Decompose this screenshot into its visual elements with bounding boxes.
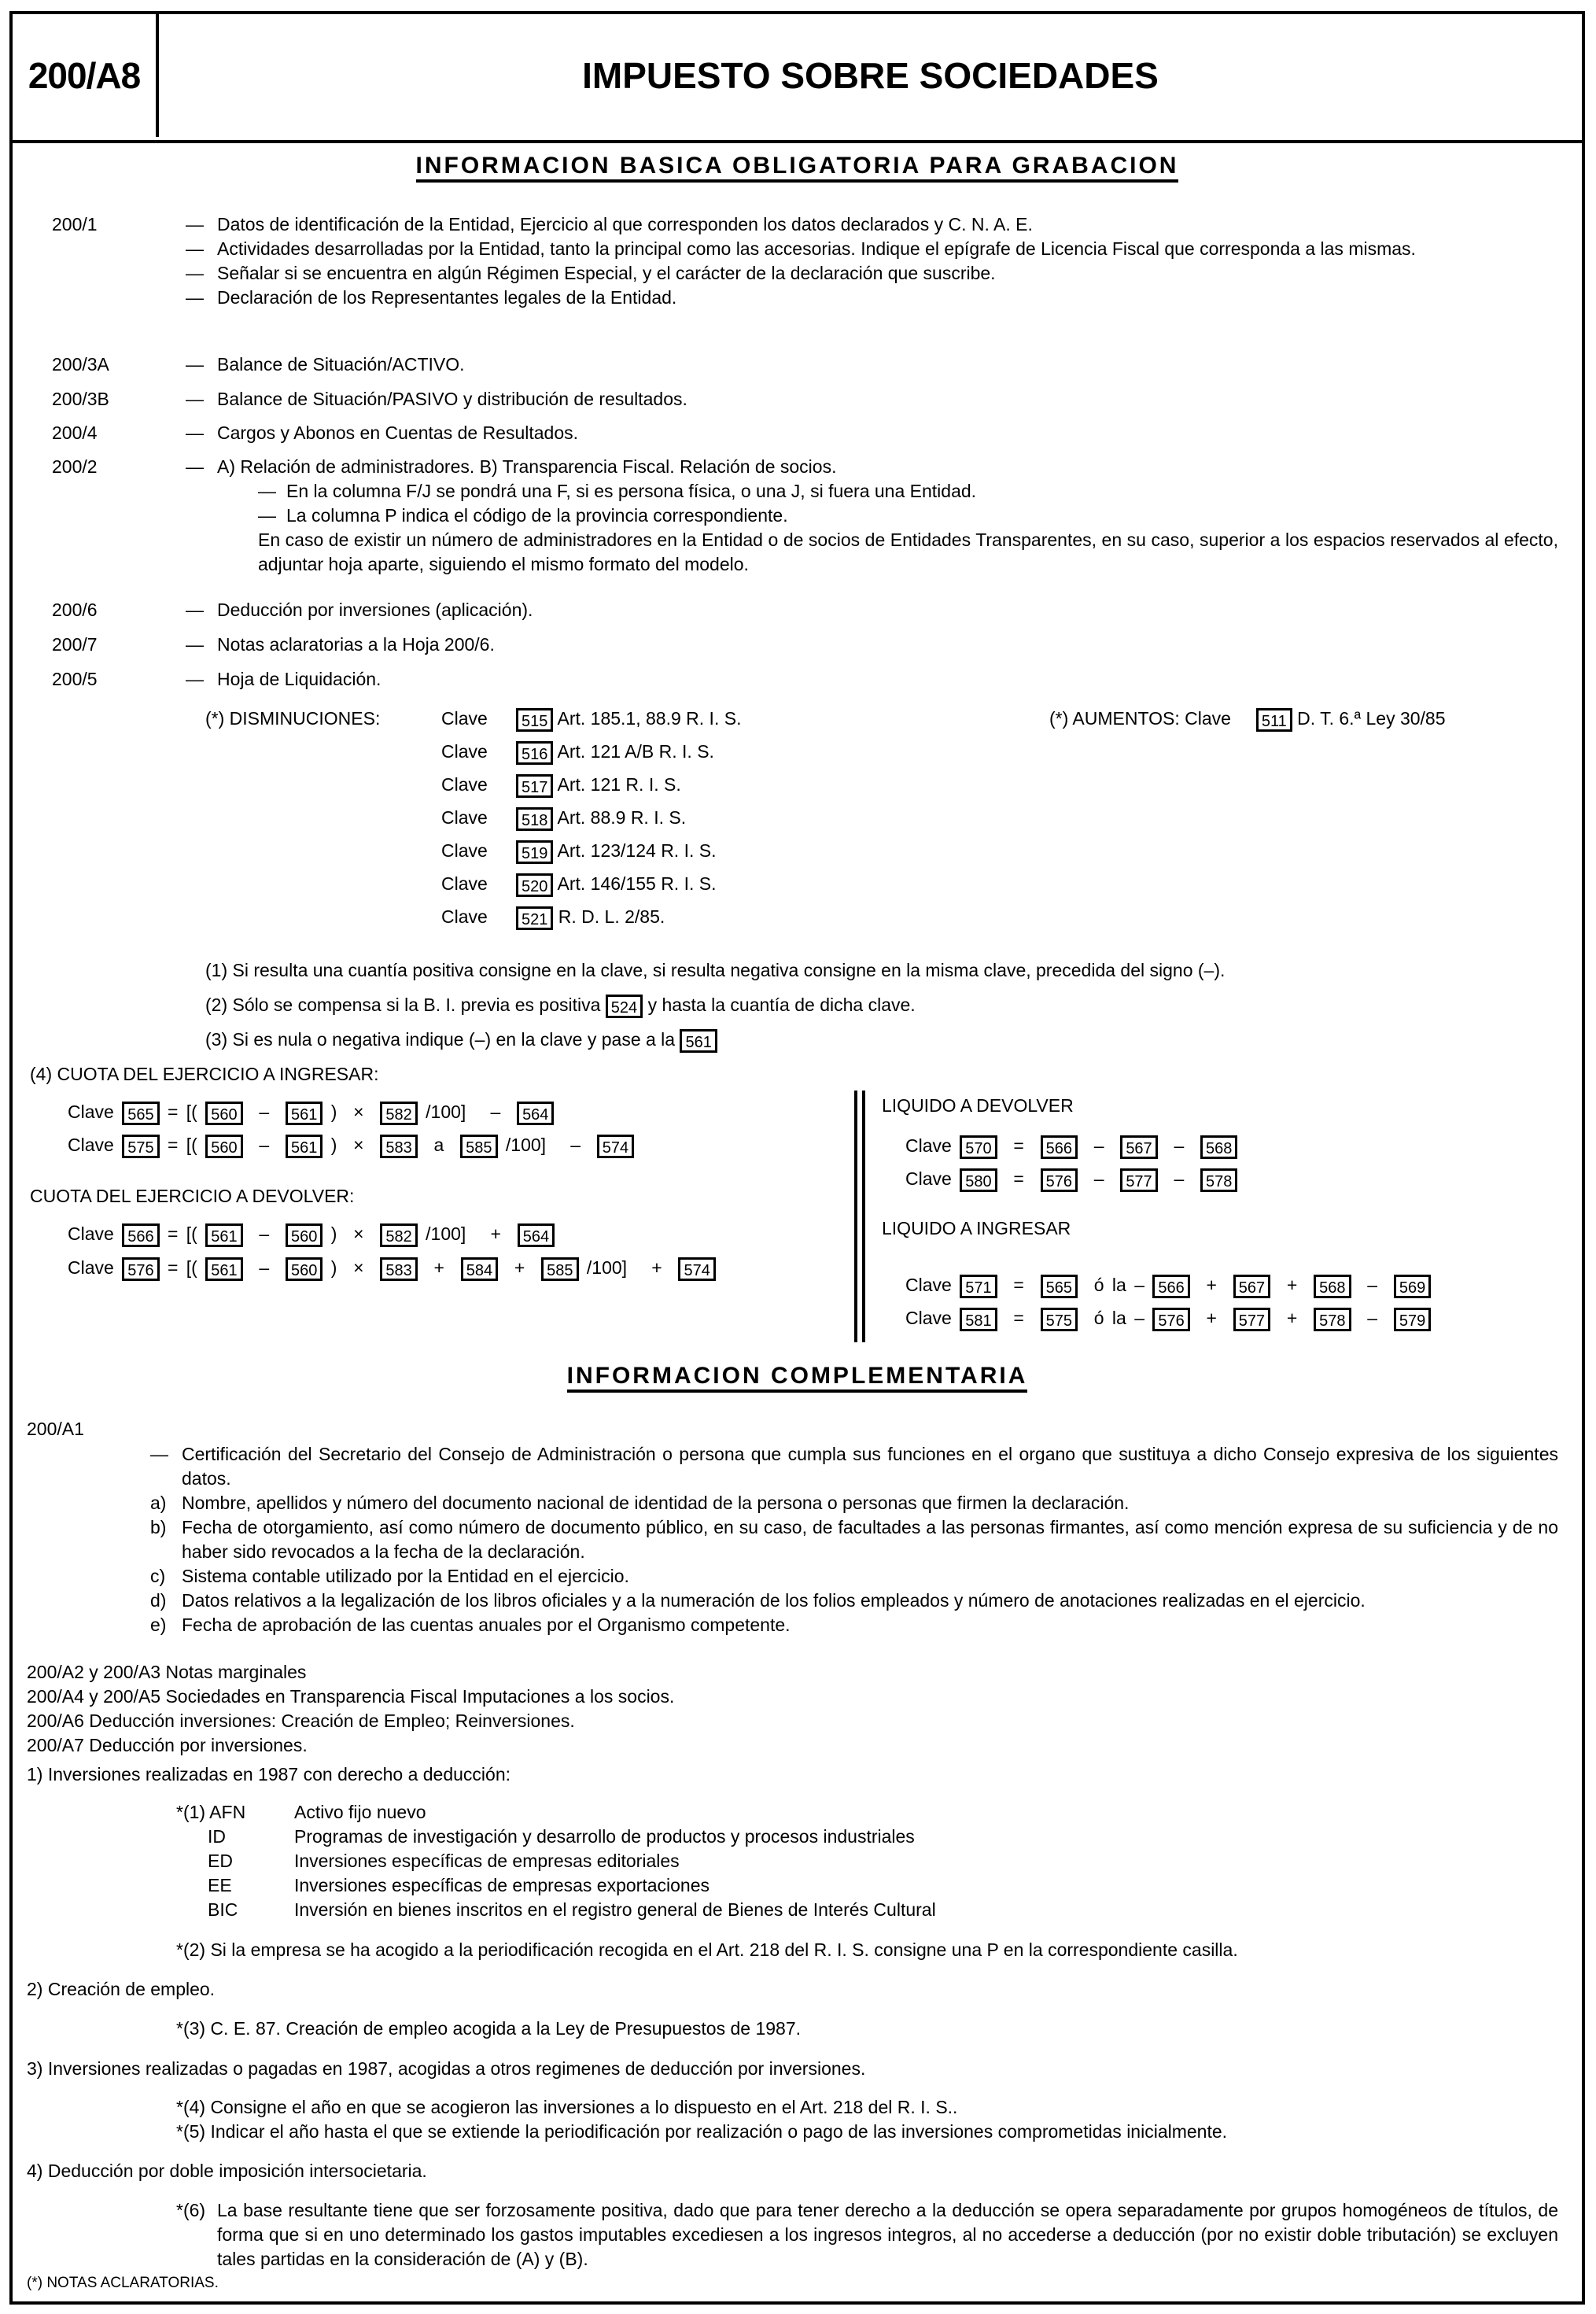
item-body	[186, 352, 1558, 377]
item-body	[186, 598, 1558, 622]
form-title: IMPUESTO SOBRE SOCIEDADES	[582, 55, 1159, 96]
clave-box: 561	[286, 1135, 323, 1158]
item-key: 200/6	[52, 600, 98, 620]
clave-label: Clave	[441, 807, 488, 828]
numbered-note	[205, 958, 1225, 982]
investment-code: BIC	[208, 1899, 238, 1920]
numbered-note	[205, 993, 916, 1018]
clave-box: 566	[1152, 1275, 1189, 1298]
disminucion-text: Art. 185.1, 88.9 R. I. S.	[557, 708, 742, 729]
misc-line: 200/A7 Deducción por inversiones.	[27, 1735, 308, 1755]
cuota-devolver-title: CUOTA DEL EJERCICIO A DEVOLVER:	[30, 1186, 355, 1206]
divider-line	[862, 1091, 865, 1342]
form-page	[9, 11, 1585, 2305]
section-title-basic: INFORMACION BASICA OBLIGATORIA PARA GRABACION	[13, 153, 1582, 179]
disminucion-text: Art. 146/155 R. I. S.	[557, 873, 717, 894]
item-line: — Cargos y Abonos en Cuentas de Resultados.	[186, 421, 1558, 445]
disminucion-row	[441, 740, 714, 765]
investment-text: Programas de investigación y desarrollo de productos y procesos industriales	[294, 1826, 915, 1847]
numbered-note	[205, 1028, 717, 1053]
complementary-list	[150, 1442, 1558, 1637]
clave-box: 517	[516, 774, 553, 798]
clave-label: Clave	[905, 1308, 952, 1328]
clave-box: 566	[1041, 1135, 1078, 1159]
disminuciones-label: (*) DISMINUCIONES:	[205, 708, 381, 729]
item-line: — Notas aclaratorias a la Hoja 200/6.	[186, 633, 1558, 657]
clave-box: 518	[516, 807, 553, 831]
clave-box: 511	[1256, 708, 1292, 732]
note-4: *(4) Consigne el año en que se acogieron las inversiones a lo dispuesto en el Art. 218 del R. I. S..	[176, 2097, 958, 2117]
complementary-item	[150, 1564, 1558, 1589]
point-1: 1) Inversiones realizadas en 1987 con derecho a deducción:	[27, 1764, 511, 1784]
clave-box: 576	[122, 1257, 159, 1281]
formula-row: Clave 580 = 576 – 577 – 578	[905, 1167, 1237, 1192]
form-code: 200/A8	[13, 14, 159, 137]
clave-box: 521	[516, 906, 553, 930]
item-subline: — En la columna F/J se pondrá una F, si es persona física, o una J, si fuera una Entidad.	[186, 479, 1558, 504]
clave-box: 560	[286, 1223, 323, 1247]
item-letter: c)	[150, 1566, 166, 1586]
clave-box: 581	[960, 1308, 997, 1331]
disminucion-row	[441, 839, 717, 864]
clave-box: 561	[205, 1257, 242, 1281]
clave-box: 561	[205, 1223, 242, 1247]
clave-label: Clave	[68, 1257, 114, 1278]
clave-box: 564	[518, 1223, 555, 1247]
disminucion-row	[441, 806, 686, 831]
item-line: — Declaración de los Representantes legales de la Entidad.	[186, 286, 1558, 310]
investment-text: Inversión en bienes inscritos en el registro general de Bienes de Interés Cultural	[294, 1899, 936, 1920]
item-key: 200/3B	[52, 389, 109, 409]
clave-box: 574	[597, 1135, 634, 1158]
formula-row: Clave 576 = [( 561 – 560 ) × 583 + 584 + 585 /100] + 574	[68, 1256, 716, 1281]
item-line: — Deducción por inversiones (aplicación).	[186, 598, 1558, 622]
note-6-label: *(6)	[176, 2200, 206, 2220]
disminucion-text: Art. 123/124 R. I. S.	[557, 840, 717, 861]
clave-box: 560	[286, 1257, 323, 1281]
clave-label: Clave	[441, 774, 488, 795]
note-2: *(2) Si la empresa se ha acogido a la periodificación recogida en el Art. 218 del R. I. S. consigne una P en la correspondiente casilla.	[176, 1939, 1238, 1960]
disminucion-row	[441, 872, 717, 897]
disminucion-text: Art. 121 A/B R. I. S.	[557, 741, 714, 762]
clave-label: Clave	[905, 1275, 952, 1295]
clave-box: 565	[122, 1102, 159, 1125]
footer-note: (*) NOTAS ACLARATORIAS.	[27, 2275, 219, 2291]
clave-box: 574	[678, 1257, 715, 1281]
clave-box: 566	[122, 1223, 159, 1247]
clave-box: 568	[1200, 1135, 1237, 1159]
clave-label: Clave	[68, 1135, 114, 1155]
item-body	[186, 667, 1558, 692]
item-letter: d)	[150, 1590, 167, 1611]
clave-box: 561	[680, 1029, 717, 1053]
clave-box: 580	[960, 1168, 997, 1192]
point-3: 3) Inversiones realizadas o pagadas en 1987, acogidas a otros regimenes de deducción por inversiones.	[27, 2058, 866, 2079]
disminucion-text: Art. 121 R. I. S.	[557, 774, 681, 795]
complementary-item	[150, 1613, 1558, 1637]
clave-label: Clave	[441, 906, 488, 927]
investment-row	[176, 1873, 710, 1898]
complementary-item	[150, 1491, 1558, 1515]
item-line: — Datos de identificación de la Entidad, Ejercicio al que corresponden los datos declarados y C. N. A. E.	[186, 212, 1558, 237]
clave-box: 579	[1394, 1308, 1431, 1331]
item-key: 200/5	[52, 669, 98, 689]
clave-box: 560	[205, 1102, 242, 1125]
item-line: — Balance de Situación/PASIVO y distribución de resultados.	[186, 387, 1558, 412]
item-line: — Actividades desarrolladas por la Entidad, tanto la principal como las accesorias. Indique el epígrafe de Licencia Fiscal que corresponda a las mismas.	[186, 237, 1558, 261]
investment-code: EE	[208, 1875, 232, 1895]
item-body	[186, 421, 1558, 445]
item-line: — Señalar si se encuentra en algún Régimen Especial, y el carácter de la declaración que suscribe.	[186, 261, 1558, 286]
clave-label: Clave	[441, 873, 488, 894]
clave-box: 561	[286, 1102, 323, 1125]
clave-label: Clave	[905, 1168, 952, 1189]
clave-label: Clave	[441, 741, 488, 762]
item-text: Fecha de aprobación de las cuentas anuales por el Organismo competente.	[182, 1615, 791, 1635]
item-key: 200/2	[52, 456, 98, 477]
complementary-intro: — Certificación del Secretario del Consejo de Administración o persona que cumpla sus funciones en el organo que sustituya a dicho Consejo expresiva de los siguientes datos.	[150, 1442, 1558, 1491]
clave-box: 577	[1120, 1168, 1157, 1192]
disminucion-text: R. D. L. 2/85.	[558, 906, 665, 927]
clave-box: 578	[1200, 1168, 1237, 1192]
disminucion-row	[441, 905, 665, 930]
item-key: 200/7	[52, 634, 98, 655]
misc-line: 200/A6 Deducción inversiones: Creación de Empleo; Reinversiones.	[27, 1711, 575, 1731]
item-key: 200/1	[52, 214, 98, 234]
clave-box: 569	[1394, 1275, 1431, 1298]
clave-box: 585	[541, 1257, 578, 1281]
clave-label: Clave	[68, 1223, 114, 1244]
investment-text: Activo fijo nuevo	[294, 1802, 426, 1822]
item-body	[186, 387, 1558, 412]
clave-box: 515	[516, 708, 553, 732]
clave-box: 583	[380, 1257, 417, 1281]
note-text: (2) Sólo se compensa si la B. I. previa es positiva	[205, 995, 601, 1015]
clave-box: 520	[516, 873, 553, 897]
clave-box: 519	[516, 840, 553, 864]
clave-box: 584	[461, 1257, 498, 1281]
note-text: (1) Si resulta una cuantía positiva consigne en la clave, si resulta negativa consigne en la misma clave, precedida del signo (–).	[205, 960, 1226, 980]
clave-box: 575	[122, 1135, 159, 1158]
clave-box: 575	[1041, 1308, 1078, 1331]
section-title-complementary: INFORMACION COMPLEMENTARIA	[13, 1363, 1582, 1390]
investment-row	[176, 1800, 426, 1825]
point-4: 4) Deducción por doble imposición intersocietaria.	[27, 2161, 427, 2181]
clave-box: 576	[1041, 1168, 1078, 1192]
disminucion-text: Art. 88.9 R. I. S.	[557, 807, 687, 828]
clave-box: 578	[1314, 1308, 1351, 1331]
clave-label: Clave	[441, 708, 488, 729]
item-line: — Balance de Situación/ACTIVO.	[186, 352, 1558, 377]
formula-row: Clave 575 = [( 560 – 561 ) × 583 a 585 /100] – 574	[68, 1133, 634, 1158]
note-6: La base resultante tiene que ser forzosamente positiva, dado que para tener derecho a la deducción se opera separadamente por grupos homogéneos de títulos, de forma que si en uno determinado los gastos imputables excediesen a los ingresos integros, al no accederse a deducción (por no existir doble tributación) se excluyen tales partidas en la consideración de (A) y (B).	[217, 2200, 1558, 2269]
item-letter: e)	[150, 1615, 167, 1635]
clave-label: Clave	[441, 840, 488, 861]
complementary-key: 200/A1	[27, 1419, 84, 1439]
misc-line: 200/A4 y 200/A5 Sociedades en Transparencia Fiscal Imputaciones a los socios.	[27, 1686, 675, 1707]
investment-row	[176, 1898, 936, 1922]
point-2: 2) Creación de empleo.	[27, 1979, 216, 1999]
investment-row	[176, 1849, 680, 1873]
complementary-item	[150, 1515, 1558, 1564]
item-body	[186, 455, 1558, 577]
investment-code: *(1) AFN	[176, 1802, 246, 1822]
formula-row: Clave 581 = 575 ó la – 576 + 577 + 578 – 579	[905, 1306, 1431, 1331]
item-text: Datos relativos a la legalización de los libros oficiales y a la numeración de los folios empleados y número de anotaciones realizadas en el ejercicio.	[182, 1590, 1366, 1611]
clave-label: Clave	[68, 1102, 114, 1122]
investment-code: ED	[208, 1851, 233, 1871]
item-text: Sistema contable utilizado por la Entidad en el ejercicio.	[182, 1566, 629, 1586]
investment-row	[176, 1825, 915, 1849]
clave-box: 585	[460, 1135, 497, 1158]
item-letter: b)	[150, 1517, 167, 1537]
clave-box: 516	[516, 741, 553, 765]
clave-box: 564	[517, 1102, 554, 1125]
note-text: (3) Si es nula o negativa indique (–) en la clave y pase a la	[205, 1029, 676, 1050]
clave-box: 577	[1233, 1308, 1270, 1331]
formula-row: Clave 566 = [( 561 – 560 ) × 582 /100] + 564	[68, 1222, 555, 1247]
clave-box: 524	[606, 995, 643, 1018]
investment-code: ID	[208, 1826, 226, 1847]
item-line: — Hoja de Liquidación.	[186, 667, 1558, 692]
clave-box: 565	[1041, 1275, 1078, 1298]
misc-line: 200/A2 y 200/A3 Notas marginales	[27, 1662, 307, 1682]
clave-box: 571	[960, 1275, 997, 1298]
formula-row: Clave 570 = 566 – 567 – 568	[905, 1134, 1237, 1159]
clave-box: 560	[205, 1135, 242, 1158]
liquido-ingresar-title: LIQUIDO A INGRESAR	[882, 1218, 1071, 1238]
liquido-devolver-title: LIQUIDO A DEVOLVER	[882, 1095, 1074, 1116]
investment-text: Inversiones específicas de empresas exportaciones	[294, 1875, 710, 1895]
clave-box: 583	[380, 1135, 417, 1158]
item-text: Fecha de otorgamiento, así como número de documento público, en su caso, de facultades a las personas firmantes, así como mención expresa de su suficiencia y de no haber sido revocados a la fecha de la declaración.	[182, 1517, 1558, 1562]
investment-text: Inversiones específicas de empresas editoriales	[294, 1851, 680, 1871]
item-body	[186, 633, 1558, 657]
item-line: — A) Relación de administradores. B) Transparencia Fiscal. Relación de socios.	[186, 455, 1558, 479]
formula-row: Clave 565 = [( 560 – 561 ) × 582 /100] – 564	[68, 1100, 554, 1125]
clave-box: 582	[380, 1223, 417, 1247]
clave-box: 582	[380, 1102, 417, 1125]
item-text: Nombre, apellidos y número del documento nacional de identidad de la persona o personas que firmen la declaración.	[182, 1493, 1130, 1513]
clave-label: Clave	[905, 1135, 952, 1156]
note-after: y hasta la cuantía de dicha clave.	[647, 995, 916, 1015]
form-header	[13, 14, 1582, 143]
clave-box: 567	[1233, 1275, 1270, 1298]
clave-box: 567	[1120, 1135, 1157, 1159]
cuota-ingresar-title: (4) CUOTA DEL EJERCICIO A INGRESAR:	[30, 1064, 379, 1084]
item-key: 200/3A	[52, 354, 109, 375]
item-letter: a)	[150, 1493, 167, 1513]
item-paragraph: En caso de existir un número de administradores en la Entidad o de socios de Entidades Transparentes, en su caso, superior a los espacios reservados al efecto, adjuntar hoja aparte, siguiendo el mismo formato del modelo.	[258, 530, 1558, 574]
item-subline: — La columna P indica el código de la provincia correspondiente.	[186, 504, 1558, 528]
item-key: 200/4	[52, 423, 98, 443]
aumentos-row: (*) AUMENTOS: Clave 511 D. T. 6.ª Ley 30/85	[1049, 708, 1446, 730]
item-body	[186, 212, 1558, 310]
clave-box: 570	[960, 1135, 997, 1159]
formula-row: Clave 571 = 565 ó la – 566 + 567 + 568 – 569	[905, 1273, 1431, 1298]
divider-line	[854, 1091, 857, 1342]
note-5: *(5) Indicar el año hasta el que se extiende la periodificación por realización o pago de las inversiones comprometidas inicialmente.	[176, 2121, 1228, 2142]
clave-box: 568	[1314, 1275, 1351, 1298]
disminucion-row	[441, 773, 681, 798]
clave-box: 576	[1152, 1308, 1189, 1331]
complementary-item	[150, 1589, 1558, 1613]
note-3: *(3) C. E. 87. Creación de empleo acogida a la Ley de Presupuestos de 1987.	[176, 2018, 801, 2039]
disminucion-row	[441, 707, 741, 732]
